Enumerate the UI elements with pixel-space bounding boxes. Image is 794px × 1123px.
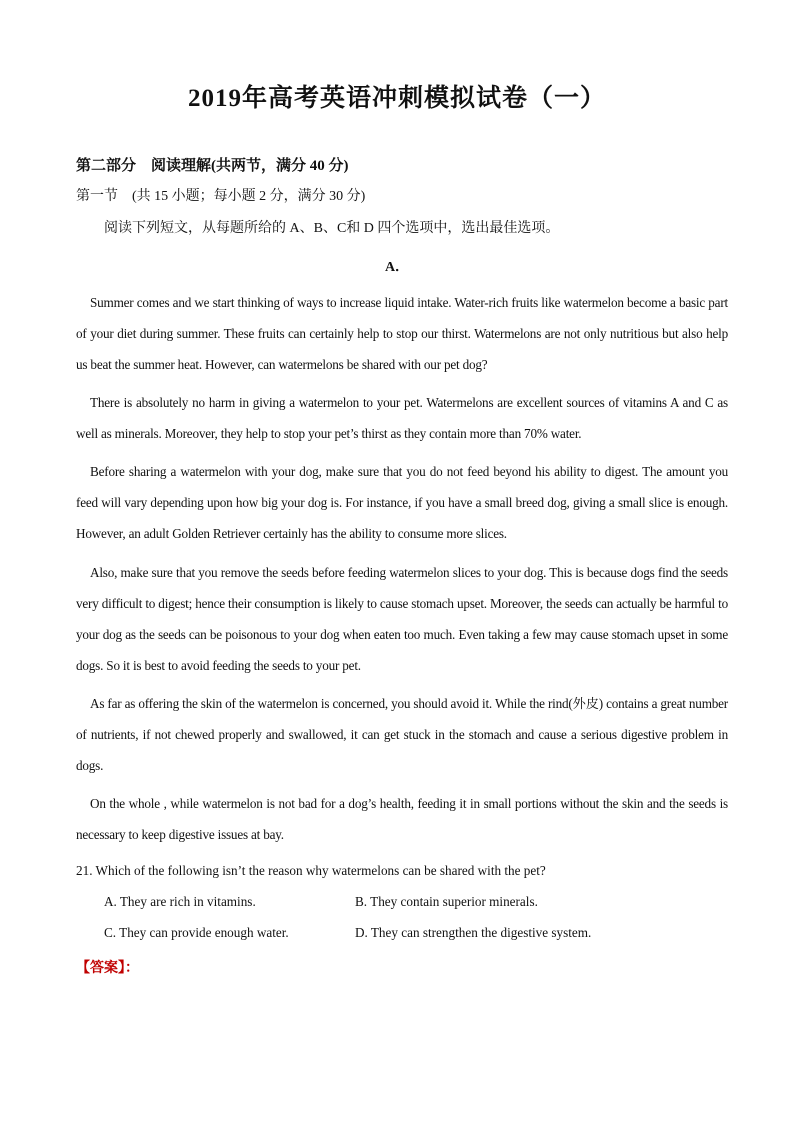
passage-paragraph-5: As far as offering the skin of the watermelon is concerned, you should avoid it. While the rind(外皮) contains a great number of nutrients, if not chewed properly and swallowed, it can get stuck in the stomach and cause a serious digestive problem in dogs. bbox=[76, 696, 728, 773]
passage-paragraph-3: Before sharing a watermelon with your dog, make sure that you do not feed beyond his ability to digest. The amount you feed will vary depending upon how big your dog is. For instance, if you have a small breed dog, giving a small slice is enough. However, an adult Golden Retriever certainly has the ability to consume more slices. bbox=[76, 464, 728, 541]
option-d: D. They can strengthen the digestive system. bbox=[355, 925, 592, 940]
option-a: A. They are rich in vitamins. bbox=[104, 894, 256, 909]
passage-paragraph-6: On the whole , while watermelon is not bad for a dog’s health, feeding it in small portions without the skin and the seeds is necessary to keep digestive issues at bay. bbox=[76, 796, 728, 842]
part-heading: 第二部分 阅读理解(共两节，满分 40 分) bbox=[76, 158, 349, 174]
passage-paragraph-2: There is absolutely no harm in giving a watermelon to your pet. Watermelons are excellent sources of vitamins A and C as well as minerals. Moreover, they help to stop your pet’s thirst as they contain more than 70% water. bbox=[76, 395, 728, 441]
passage-paragraph-4: Also, make sure that you remove the seeds before feeding watermelon slices to your dog. This is because dogs find the seeds very difficult to digest; hence their consumption is likely to cause stomach upset. Moreover, the seeds can actually be harmful to your dog as the seeds can be poisonous to your dog when eaten too much. Even taking a few may cause stomach upset in some dogs. So it is best to avoid feeding the seeds to your pet. bbox=[76, 565, 728, 673]
passage-paragraph-1: Summer comes and we start thinking of ways to increase liquid intake. Water-rich fruits like watermelon become a basic part of your diet during summer. These fruits can certainly help to stop our thirst. Watermelons are not only nutritious but also help us beat the summer heat. However, can watermelons be shared with our pet dog? bbox=[76, 295, 728, 372]
answer-label: 【答案】： bbox=[76, 961, 139, 976]
option-b: B. They contain superior minerals. bbox=[355, 894, 538, 909]
instruction-text: 阅读下列短文，从每题所给的 A、B、C和 D 四个选项中，选出最佳选项。 bbox=[104, 221, 560, 236]
question-stem: 21. Which of the following isn’t the reason why watermelons can be shared with the pet? bbox=[76, 863, 546, 878]
passage-label: A． bbox=[384, 260, 410, 275]
option-c: C. They can provide enough water. bbox=[104, 925, 289, 940]
page-title: 2019年高考英语冲刺模拟试卷（一） bbox=[187, 85, 606, 112]
section-heading: 第一节 (共 15 小题；每小题 2 分，满分 30 分) bbox=[76, 189, 366, 204]
